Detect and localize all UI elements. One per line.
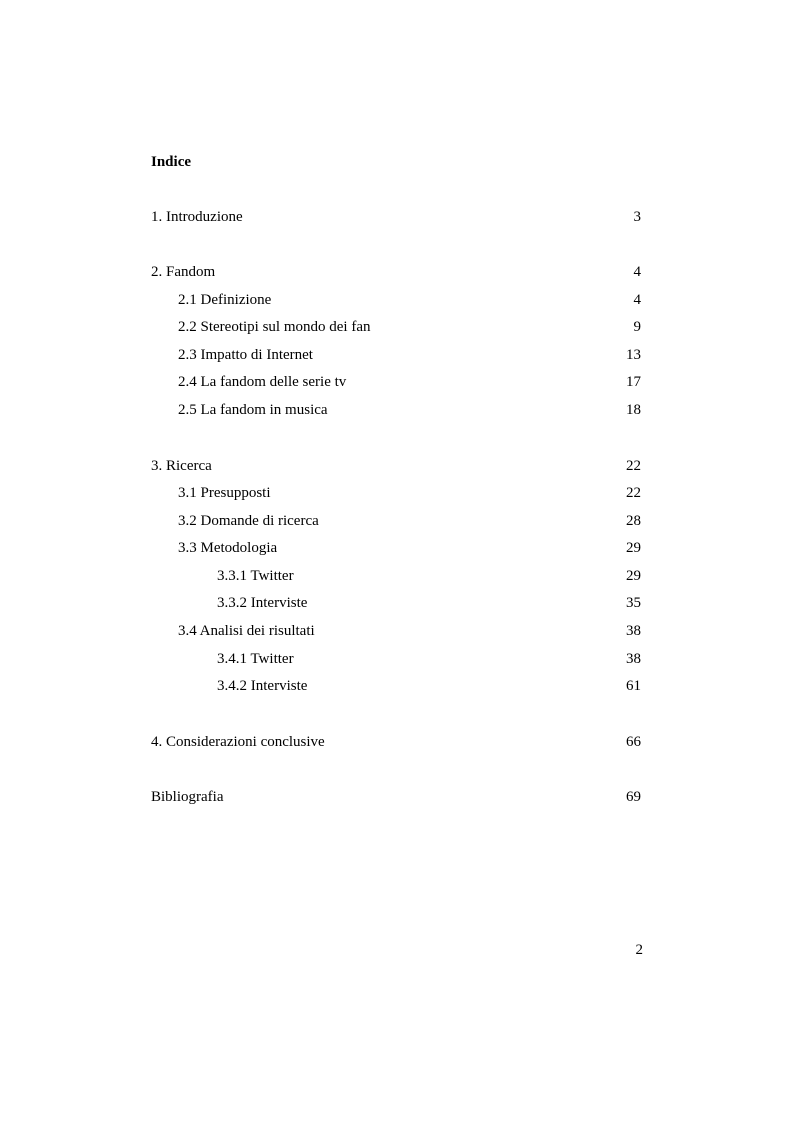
toc-entry-page: 13 xyxy=(626,347,641,363)
toc-entry-metodologia-interviste xyxy=(0,594,794,612)
toc-entry-page: 29 xyxy=(626,568,641,584)
toc-entry-considerazioni xyxy=(0,733,794,751)
toc-entry-label: 3.2 Domande di ricerca xyxy=(178,513,319,529)
toc-entry-presupposti xyxy=(0,484,794,502)
toc-entry-page: 35 xyxy=(626,595,641,611)
toc-entry-impatto-internet xyxy=(0,346,794,364)
toc-entry-analisi-twitter xyxy=(0,650,794,668)
toc-entry-label: 3.3.1 Twitter xyxy=(217,568,294,584)
toc-entry-page: 4 xyxy=(633,292,641,308)
toc-entry-label: 3.3.2 Interviste xyxy=(217,595,308,611)
toc-entry-label: 4. Considerazioni conclusive xyxy=(151,734,325,750)
toc-entry-label: 2.1 Definizione xyxy=(178,292,272,308)
toc-entry-metodologia xyxy=(0,539,794,557)
toc-entry-definizione xyxy=(0,291,794,309)
toc-entry-label: 3.4.1 Twitter xyxy=(217,651,294,667)
toc-entry-ricerca xyxy=(0,457,794,475)
toc-entry-introduzione xyxy=(0,208,794,226)
toc-entry-label: 2.2 Stereotipi sul mondo dei fan xyxy=(178,319,371,335)
toc-entry-page: 4 xyxy=(633,264,641,280)
toc-entry-page: 9 xyxy=(633,319,641,335)
toc-entry-page: 69 xyxy=(626,789,641,805)
toc-entry-label: 3.4.2 Interviste xyxy=(217,678,308,694)
toc-entry-page: 29 xyxy=(626,540,641,556)
toc-entry-bibliografia xyxy=(0,788,794,806)
toc-entry-analisi-interviste xyxy=(0,677,794,695)
toc-entry-fandom-serie-tv xyxy=(0,373,794,391)
toc-entry-label: 3.3 Metodologia xyxy=(178,540,278,556)
toc-entry-page: 22 xyxy=(626,485,641,501)
toc-entry-label: 2.4 La fandom delle serie tv xyxy=(178,374,347,390)
toc-entry-page: 66 xyxy=(626,734,641,750)
toc-heading: Indice xyxy=(151,154,192,170)
toc-entry-page: 18 xyxy=(626,402,641,418)
toc-entry-label: 3.4 Analisi dei risultati xyxy=(178,623,315,639)
toc-entry-page: 3 xyxy=(633,209,641,225)
toc-entry-page: 22 xyxy=(626,458,641,474)
toc-entry-fandom xyxy=(0,263,794,281)
toc-entry-analisi-risultati xyxy=(0,622,794,640)
toc-entry-page: 61 xyxy=(626,678,641,694)
toc-entry-label: 2.5 La fandom in musica xyxy=(178,402,328,418)
toc-entry-page: 38 xyxy=(626,623,641,639)
toc-entry-fandom-musica xyxy=(0,401,794,419)
toc-entry-page: 38 xyxy=(626,651,641,667)
toc-entry-metodologia-twitter xyxy=(0,567,794,585)
toc-entry-label: 2.3 Impatto di Internet xyxy=(178,347,313,363)
toc-entry-label: 3.1 Presupposti xyxy=(178,485,271,501)
toc-entry-label: 1. Introduzione xyxy=(151,209,243,225)
toc-entry-label: Bibliografia xyxy=(151,789,224,805)
toc-entry-page: 17 xyxy=(626,374,641,390)
toc-entry-page: 28 xyxy=(626,513,641,529)
toc-entry-stereotipi xyxy=(0,318,794,336)
toc-entry-label: 3. Ricerca xyxy=(151,458,212,474)
toc-entry-label: 2. Fandom xyxy=(151,264,216,280)
toc-entry-domande-ricerca xyxy=(0,512,794,530)
page-number: 2 xyxy=(635,942,643,958)
